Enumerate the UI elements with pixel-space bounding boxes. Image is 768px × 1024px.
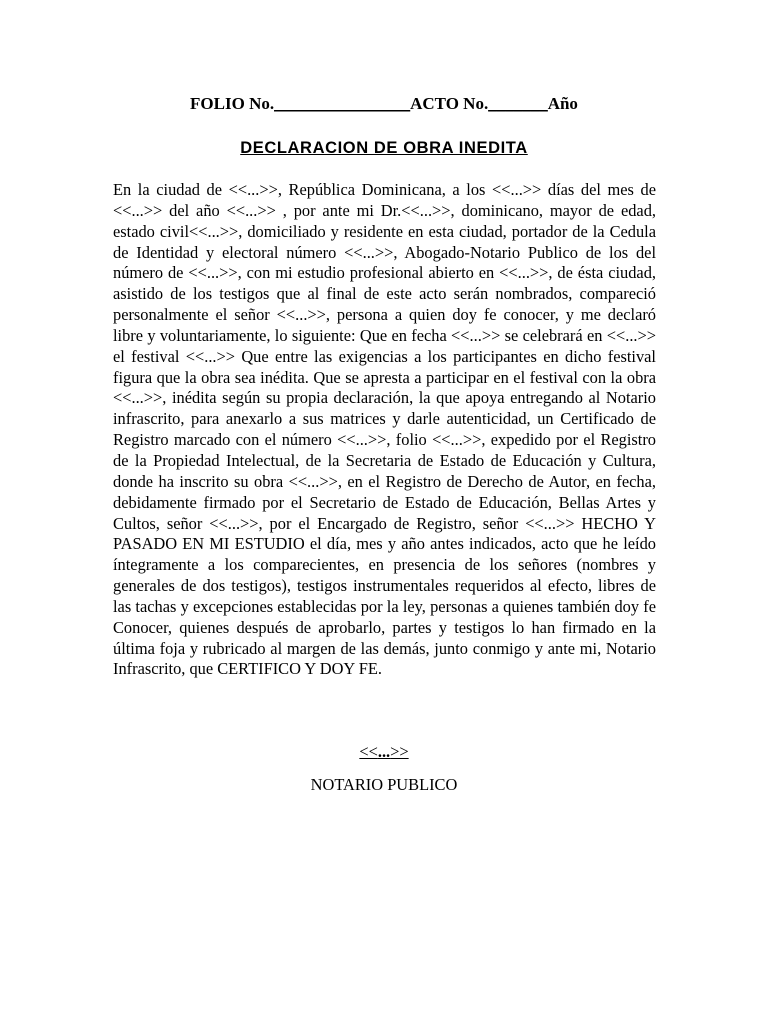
- acto-number-blank: _______: [488, 94, 548, 113]
- acto-label: ACTO No.: [410, 94, 489, 113]
- notary-title: NOTARIO PUBLICO: [310, 775, 458, 794]
- declaration-body: En la ciudad de <<...>>, República Dominicana, a los <<...>> días del mes de <<...>> del año <<...>> , por ante mi Dr.<<...>>, dominicano, mayor de edad, estado civil<<...>>, domiciliado y residente en esta ciudad, portador de la Cedula de Identidad y electoral número <<...>>, Abogado-Notario Publico de los del número de <<...>>, con mi estudio profesional abierto en <<...>>, de ésta ciudad, asistido de los testigos que al final de este acto serán nombrados, compareció personalmente el señor <<...>>, persona a quien doy fe conocer, y me declaró libre y voluntariamente, lo siguiente: Que en fecha <<...>> se celebrará en <<...>> el festival <<...>> Que entre las exigencias a los participantes en dicho festival figura que la obra sea inédita. Que se apresta a participar en el festival con la obra <<...>>, inédita según su propia declaración, la que apoya entregando al Notario infrascrito, para anexarlo a sus matrices y darle autenticidad, un Certificado de Registro marcado con el número <<...>>, folio <<...>>, expedido por el Registro de la Propiedad Intelectual, de la Secretaria de Estado de Educación y Cultura, donde ha inscrito su obra <<...>>, en el Registro de Derecho de Autor, en fecha, debidamente firmado por el Secretario de Estado de Educación, Bellas Artes y Cultos, señor <<...>>, por el Encargado de Registro, señor <<...>> HECHO Y PASADO EN MI ESTUDIO el día, mes y año antes indicados, acto que he leído íntegramente a los comparecientes, en presencia de los señores (nombres y generales de dos testigos), testigos instrumentales requeridos al efecto, libres de las tachas y excepciones establecidas por la ley, personas a quienes también doy fe Conocer, quienes después de aprobarlo, partes y testigos lo han firmado en la última foja y rubricado al margen de las demás, junto conmigo y ante mi, Notario Infrascrito, que CERTIFICO Y DOY FE.: [113, 180, 656, 679]
- anio-label: Año: [547, 94, 578, 113]
- folio-acto-line: [0, 94, 768, 114]
- signature-dots: ...: [377, 742, 391, 761]
- signature-open-brackets: <<: [359, 742, 378, 761]
- folio-number-blank: ________________: [274, 94, 411, 113]
- folio-label: FOLIO No.: [190, 94, 275, 113]
- signature-close-brackets: >>: [390, 742, 409, 761]
- document-title: DECLARACION DE OBRA INEDITA: [240, 139, 528, 157]
- notary-signature-placeholder: [0, 742, 768, 762]
